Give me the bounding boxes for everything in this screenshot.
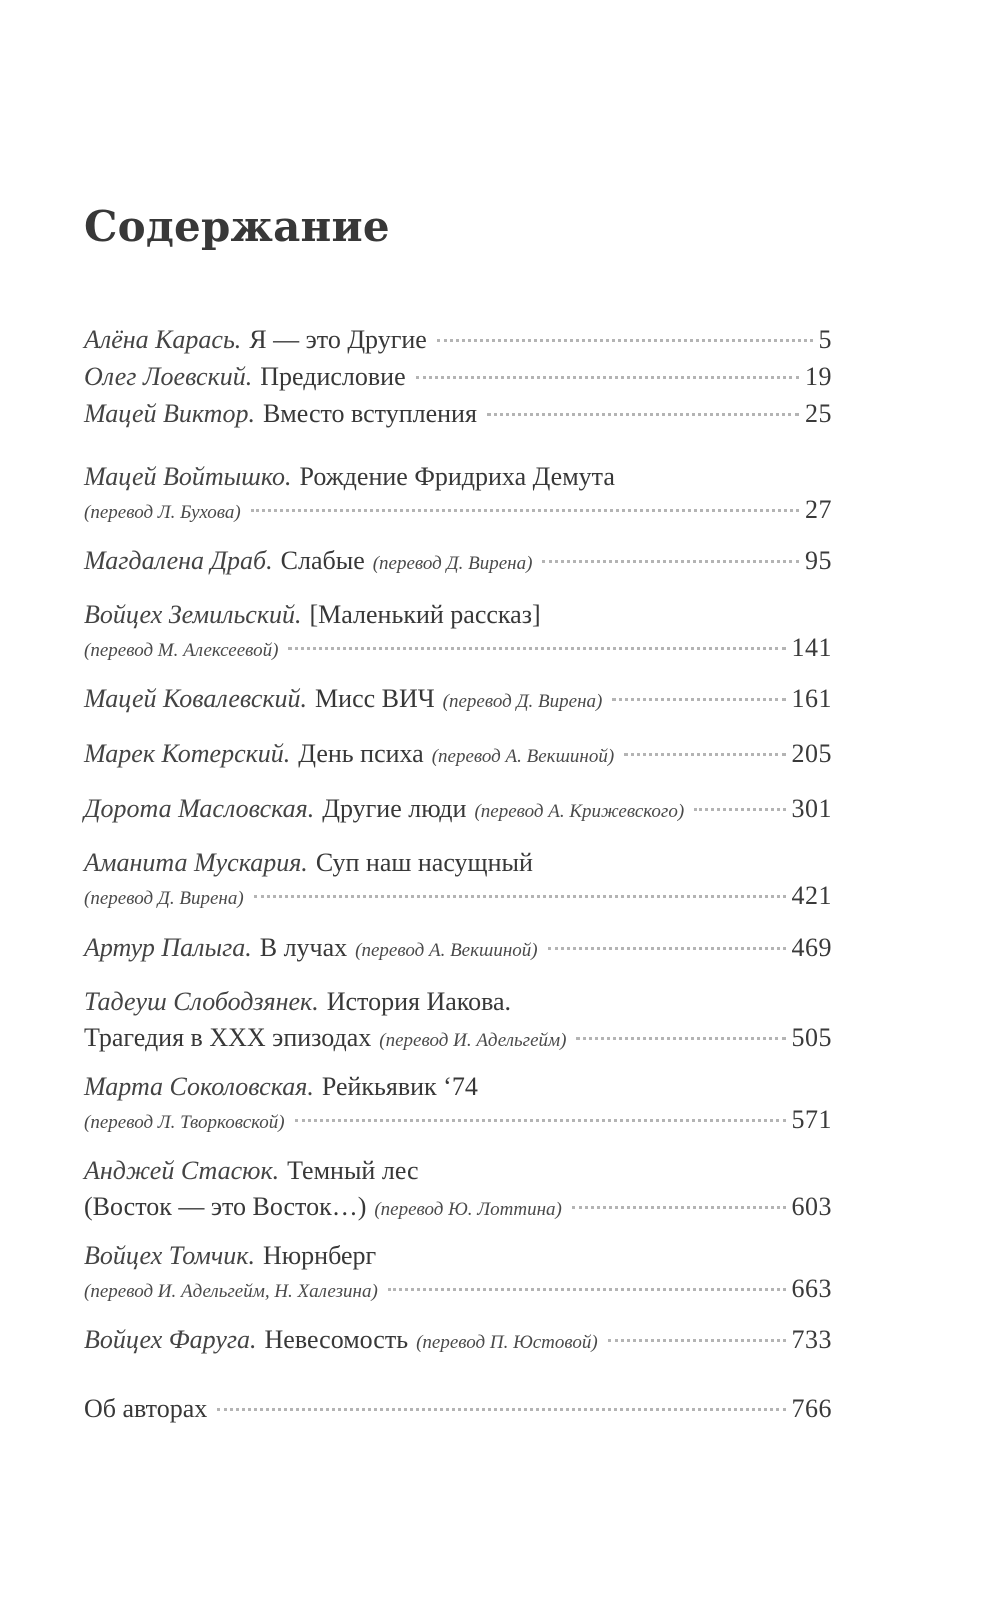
entry-author: Тадеуш Слободзянек.: [84, 987, 319, 1016]
toc-entry[interactable]: [84, 984, 832, 1056]
page-number: 141: [791, 633, 832, 662]
entry-title: Мисс ВИЧ: [315, 684, 435, 713]
toc-entry[interactable]: [84, 359, 832, 395]
toc-entry[interactable]: [84, 543, 832, 579]
dot-leader: [548, 947, 786, 950]
toc-entry[interactable]: [84, 930, 832, 966]
entry-author: Марта Соколовская.: [84, 1072, 314, 1101]
dot-leader: [694, 808, 785, 811]
toc-line: [84, 633, 832, 663]
page-number: 205: [791, 739, 832, 768]
entry-author: Войцех Фаруга.: [84, 1325, 257, 1354]
dot-leader: [487, 413, 799, 416]
toc-line: [84, 845, 832, 881]
entry-title: Рождение Фридриха Демута: [299, 462, 615, 491]
toc-entry[interactable]: [84, 1153, 832, 1225]
entry-translator: (перевод А. Векшиной): [355, 940, 538, 961]
entry-translator: (перевод Д. Вирена): [442, 691, 603, 712]
entry-title: История Иакова.: [326, 987, 512, 1016]
entry-translator: (перевод И. Адельгейм): [379, 1030, 567, 1051]
toc-line: [84, 791, 832, 827]
page-number: 603: [791, 1192, 832, 1221]
toc-line: [84, 359, 832, 395]
toc-entry[interactable]: [84, 597, 832, 663]
entry-author: Алёна Карась.: [84, 325, 242, 354]
page-number: 161: [791, 684, 832, 713]
toc-line: [84, 597, 832, 633]
toc-line: [84, 681, 832, 717]
toc-entry[interactable]: [84, 1322, 832, 1358]
entry-title-continued: (Восток — это Восток…): [84, 1192, 367, 1221]
toc-line: [84, 543, 832, 579]
dot-leader: [416, 376, 799, 379]
page-number: 505: [791, 1023, 832, 1052]
entry-title: Суп наш насущный: [315, 848, 533, 877]
toc-line: [84, 1391, 832, 1427]
dot-leader: [612, 698, 785, 701]
entry-title: День психа: [298, 739, 424, 768]
toc-line: [84, 322, 832, 358]
page-number: 95: [805, 546, 832, 575]
page-number: 27: [805, 495, 832, 524]
page-number: 421: [791, 881, 832, 910]
entry-title: [Маленький рассказ]: [309, 600, 541, 629]
entry-translator: (перевод А. Крижевского): [474, 801, 685, 822]
toc-line: [84, 1189, 832, 1225]
toc-line: [84, 736, 832, 772]
entry-translator: (перевод Д. Вирена): [84, 888, 244, 909]
dot-leader: [576, 1037, 785, 1040]
entry-translator: (перевод П. Юстовой): [416, 1332, 598, 1353]
entry-title: Другие люди: [322, 794, 467, 823]
page-number: 733: [791, 1325, 832, 1354]
dot-leader: [251, 509, 799, 512]
entry-title: Невесомость: [264, 1325, 409, 1354]
toc-line: [84, 1105, 832, 1135]
toc-line: [84, 495, 832, 525]
entry-translator: (перевод М. Алексеевой): [84, 640, 279, 661]
entry-author: Мацей Войтышко.: [84, 462, 292, 491]
entry-author: Дорота Масловская.: [84, 794, 315, 823]
entry-translator: (перевод Л. Бухова): [84, 502, 241, 523]
toc-entry[interactable]: [84, 736, 832, 772]
toc-entry[interactable]: [84, 459, 832, 525]
entry-author: Магдалена Драб.: [84, 546, 273, 575]
page-number: 663: [791, 1274, 832, 1303]
entry-author: Марек Котерский.: [84, 739, 291, 768]
toc-line: [84, 984, 832, 1020]
toc-entry[interactable]: [84, 791, 832, 827]
dot-leader: [388, 1288, 786, 1291]
entry-translator: (перевод Д. Вирена): [372, 553, 533, 574]
entry-translator: (перевод И. Адельгейм, Н. Халезина): [84, 1281, 378, 1302]
entry-title: Слабые: [280, 546, 365, 575]
toc-entry[interactable]: [84, 322, 832, 358]
toc-line: [84, 1274, 832, 1304]
dot-leader: [288, 647, 785, 650]
entry-author: Войцех Земильский.: [84, 600, 302, 629]
page-title: Содержание: [84, 202, 390, 251]
entry-translator: (перевод Ю. Лоттина): [374, 1199, 562, 1220]
dot-leader: [624, 753, 785, 756]
toc-line: [84, 1322, 832, 1358]
toc-line: [84, 881, 832, 911]
toc-line: [84, 396, 832, 432]
entry-title: Нюрнберг: [262, 1241, 377, 1270]
page-number: 5: [818, 325, 832, 354]
toc-line: [84, 1020, 832, 1056]
page-number: 766: [791, 1394, 832, 1423]
entry-title: Рейкьявик ‘74: [321, 1072, 478, 1101]
dot-leader: [254, 895, 786, 898]
entry-author: Войцех Томчик.: [84, 1241, 255, 1270]
dot-leader: [437, 339, 813, 342]
entry-title-continued: Трагедия в XXX эпизодах: [84, 1023, 372, 1052]
dot-leader: [542, 560, 799, 563]
toc-line: [84, 1153, 832, 1189]
page-number: 571: [791, 1105, 832, 1134]
entry-title: Об авторах: [84, 1394, 208, 1423]
dot-leader: [572, 1206, 786, 1209]
page-number: 19: [805, 362, 832, 391]
toc-line: [84, 1238, 832, 1274]
toc-entry[interactable]: [84, 1069, 832, 1135]
toc-entry[interactable]: [84, 1238, 832, 1304]
toc-entry[interactable]: [84, 845, 832, 911]
entry-title: Предисловие: [260, 362, 406, 391]
page-number: 25: [805, 399, 832, 428]
entry-translator: (перевод Л. Творковской): [84, 1112, 285, 1133]
entry-author: Артур Палыга.: [84, 933, 252, 962]
entry-title: В лучах: [259, 933, 348, 962]
toc-entry[interactable]: [84, 396, 832, 432]
entry-translator: (перевод А. Векшиной): [431, 746, 615, 767]
toc-entry[interactable]: [84, 1391, 832, 1427]
dot-leader: [608, 1339, 786, 1342]
toc-line: [84, 459, 832, 495]
toc-entry[interactable]: [84, 681, 832, 717]
page-number: 301: [791, 794, 832, 823]
entry-author: Мацей Виктор.: [84, 399, 255, 428]
entry-title: Я — это Другие: [249, 325, 427, 354]
dot-leader: [295, 1119, 786, 1122]
entry-author: Аманита Мускария.: [84, 848, 308, 877]
entry-title: Вместо вступления: [262, 399, 477, 428]
toc-line: [84, 930, 832, 966]
dot-leader: [217, 1408, 785, 1411]
entry-author: Мацей Ковалевский.: [84, 684, 308, 713]
entry-author: Олег Лоевский.: [84, 362, 253, 391]
entry-title: Темный лес: [287, 1156, 419, 1185]
page-number: 469: [791, 933, 832, 962]
entry-author: Анджей Стасюк.: [84, 1156, 280, 1185]
toc-line: [84, 1069, 832, 1105]
